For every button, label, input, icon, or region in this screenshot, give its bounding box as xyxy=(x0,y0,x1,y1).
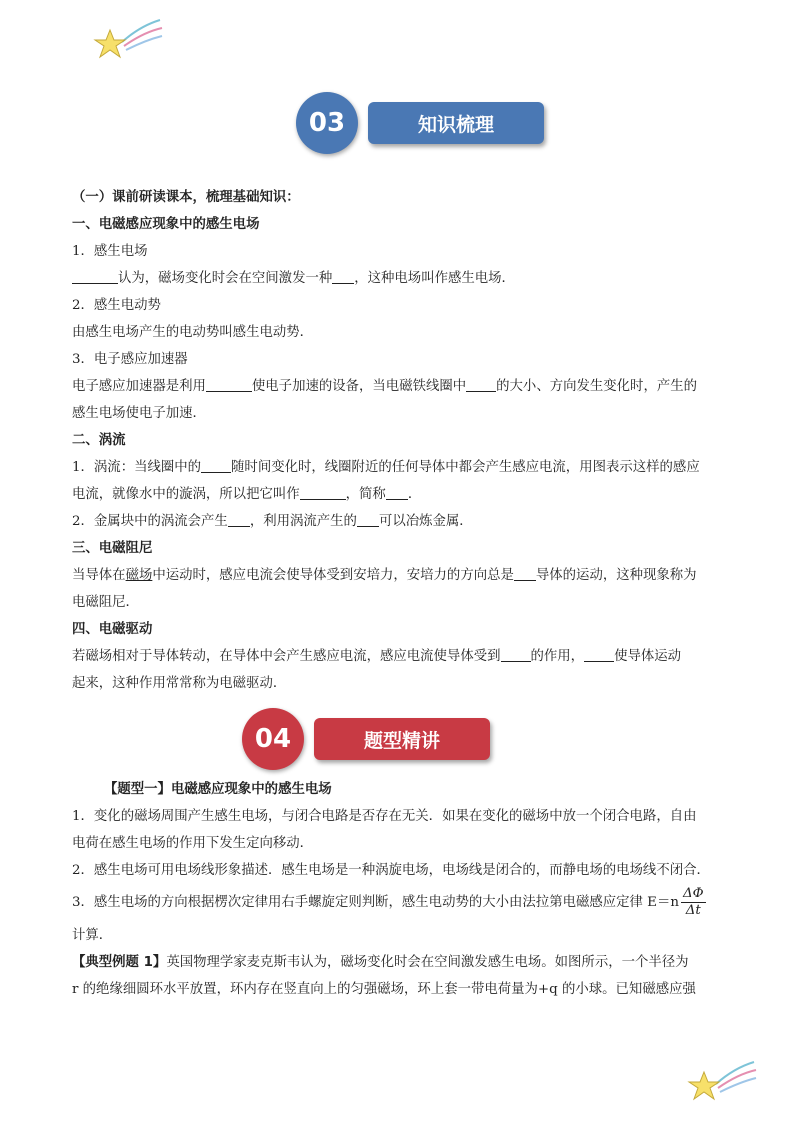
fill-blank xyxy=(201,458,231,473)
section-number-badge: 03 xyxy=(296,92,358,154)
question-type-content xyxy=(72,776,732,1003)
question-type-heading: 【题型一】电磁感应现象中的感生电场 xyxy=(104,782,332,797)
paragraph-line: 电荷在感生电场的作用下发生定向移动． xyxy=(72,836,314,851)
fill-blank xyxy=(386,485,408,500)
paragraph-line: 【典型例题 1】英国物理学家麦克斯韦认为，磁场变化时会在空间激发感生电场。如图所示，一个半径为 xyxy=(72,955,689,970)
paragraph-line: 计算． xyxy=(72,928,113,943)
subheading: （一）课前研读课本，梳理基础知识： xyxy=(72,190,300,205)
fill-blank xyxy=(466,377,496,392)
fill-blank xyxy=(72,269,118,284)
item-title: 1．感生电场 xyxy=(72,244,148,259)
topic-heading: 四、电磁驱动 xyxy=(72,622,153,637)
paragraph-line: 电磁阻尼． xyxy=(72,595,139,610)
paragraph-line: 1．涡流：当线圈中的 随时间变化时，线圈附近的任何导体中都会产生感应电流，用图表示这样的感应 xyxy=(72,460,700,475)
section-header-03 xyxy=(296,92,546,156)
paragraph-line: 若磁场相对于导体转动，在导体中会产生感应电流，感应电流使导体受到 的作用， 使导体运动 xyxy=(72,649,682,664)
paragraph-line: 3．感生电场的方向根据楞次定律用右手螺旋定则判断，感生电动势的大小由法拉第电磁感应定律 E＝n $\frac{\Delta\Phi}{\Delta t}$ xyxy=(72,886,704,918)
shooting-star-icon xyxy=(686,1058,758,1102)
paragraph-line: 2．金属块中的涡流会产生 ，利用涡流产生的 可以冶炼金属． xyxy=(72,514,473,529)
paragraph-line: 当导体在磁场中运动时，感应电流会使导体受到安培力，安培力的方向总是 导体的运动，这种现象称为 xyxy=(72,568,697,583)
paragraph-line: 由感生电场产生的电动势叫感生电动势． xyxy=(72,325,314,340)
fill-blank xyxy=(206,377,252,392)
example-label: 【典型例题 1】 xyxy=(72,955,167,970)
fill-blank xyxy=(357,512,379,527)
paragraph-line: 起来，这种作用常常称为电磁驱动． xyxy=(72,676,287,691)
paragraph-line: 电流，就像水中的漩涡，所以把它叫作 ，简称 ． xyxy=(72,487,422,502)
paragraph-line: r 的绝缘细圆环水平放置，环内存在竖直向上的匀强磁场，环上套一带电荷量为+q 的小球。已知磁感应强 xyxy=(72,982,696,997)
paragraph-line: 认为，磁场变化时会在空间激发一种 ，这种电场叫作感生电场． xyxy=(72,265,732,292)
shooting-star-icon xyxy=(92,16,164,60)
paragraph-line: 感生电场使电子加速． xyxy=(72,406,206,421)
section-title: 知识梳理 xyxy=(368,102,544,144)
item-title: 2．感生电动势 xyxy=(72,298,161,313)
topic-heading: 二、涡流 xyxy=(72,433,126,448)
paragraph-line: 1．变化的磁场周围产生感生电场，与闭合电路是否存在无关．如果在变化的磁场中放一个闭合电路，自由 xyxy=(72,809,697,824)
topic-heading: 三、电磁阻尼 xyxy=(72,541,153,556)
fill-blank xyxy=(501,647,531,662)
fill-blank xyxy=(300,485,346,500)
fill-blank xyxy=(514,566,536,581)
section-title: 题型精讲 xyxy=(314,718,490,760)
fraction: $\frac{\Delta\Phi}{\Delta t}$ xyxy=(682,886,704,918)
paragraph-line: 2．感生电场可用电场线形象描述．感生电场是一种涡旋电场，电场线是闭合的，而静电场的电场线不闭合． xyxy=(72,863,710,878)
knowledge-content xyxy=(72,184,732,697)
fill-blank xyxy=(332,269,354,284)
item-title: 3．电子感应加速器 xyxy=(72,352,188,367)
fill-blank xyxy=(228,512,250,527)
topic-heading: 一、电磁感应现象中的感生电场 xyxy=(72,217,260,232)
paragraph-line: 电子感应加速器是利用 使电子加速的设备，当电磁铁线圈中 的大小、方向发生变化时，产生的 xyxy=(72,379,698,394)
fill-blank xyxy=(584,647,614,662)
underlined-term: 磁场 xyxy=(125,568,153,583)
section-header-04 xyxy=(242,708,492,772)
section-number-badge: 04 xyxy=(242,708,304,770)
